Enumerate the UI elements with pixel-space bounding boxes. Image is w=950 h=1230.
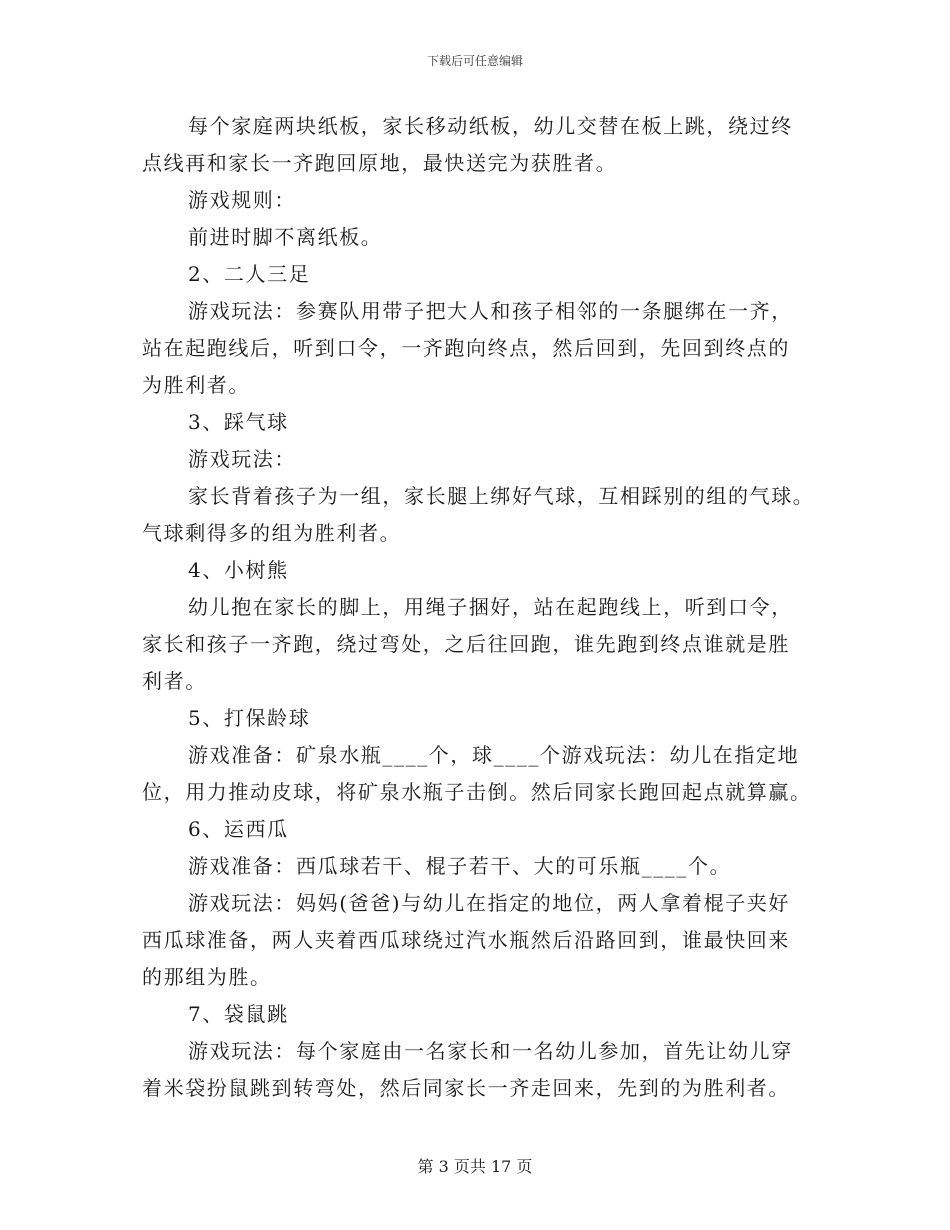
text-line: 为胜利者。 (142, 373, 250, 397)
paragraph (142, 811, 822, 848)
text-line: 游戏准备：矿泉水瓶____个，球____个游戏玩法：幼儿在指定地 (188, 743, 800, 767)
paragraph (142, 552, 822, 589)
text-line: 气球剩得多的组为胜利者。 (142, 521, 402, 545)
text-line: 游戏玩法：每个家庭由一名家长和一名幼儿参加，首先让幼儿穿 (188, 1039, 793, 1063)
text-line: 游戏玩法：妈妈(爸爸)与幼儿在指定的地位，两人拿着棍子夹好 (188, 891, 791, 915)
text-line: 利者。 (142, 669, 207, 693)
text-line: 前进时脚不离纸板。 (188, 225, 383, 249)
text-line: 3、踩气球 (188, 410, 289, 434)
paragraph (142, 293, 822, 404)
document-body (142, 108, 822, 1107)
text-line: 6、运西瓜 (188, 817, 289, 841)
text-line: 7、袋鼠跳 (188, 1002, 289, 1026)
text-line: 的那组为胜。 (142, 965, 272, 989)
paragraph (142, 219, 822, 256)
paragraph (142, 700, 822, 737)
paragraph (142, 256, 822, 293)
text-line: 家长和孩子一齐跑，绕过弯处，之后往回跑，谁先跑到终点谁就是胜 (142, 632, 790, 656)
paragraph (142, 478, 822, 552)
page-footer: 第 3 页共 17 页 (417, 1157, 533, 1176)
paragraph (142, 589, 822, 700)
text-line: 游戏玩法：参赛队用带子把大人和孩子相邻的一条腿绑在一齐， (188, 299, 793, 323)
paragraph (142, 441, 822, 478)
text-line: 家长背着孩子为一组，家长腿上绑好气球，互相踩别的组的气球。 (188, 484, 815, 508)
text-line: 游戏准备：西瓜球若干、棍子若干、大的可乐瓶____个。 (188, 854, 732, 878)
text-line: 2、二人三足 (188, 262, 311, 286)
paragraph (142, 182, 822, 219)
text-line: 着米袋扮鼠跳到转弯处，然后同家长一齐走回来，先到的为胜利者。 (142, 1076, 790, 1100)
paragraph (142, 996, 822, 1033)
page-header: 下载后可任意编辑 (426, 54, 523, 68)
text-line: 5、打保龄球 (188, 706, 311, 730)
paragraph (142, 737, 822, 811)
text-line: 4、小树熊 (188, 558, 289, 582)
text-line: 幼儿抱在家长的脚上，用绳子捆好，站在起跑线上，听到口令， (188, 595, 793, 619)
text-line: 西瓜球准备，两人夹着西瓜球绕过汽水瓶然后沿路回到，谁最快回来 (142, 928, 790, 952)
text-line: 每个家庭两块纸板，家长移动纸板，幼儿交替在板上跳，绕过终 (188, 114, 793, 138)
text-line: 游戏规则： (188, 188, 296, 212)
text-line: 点线再和家长一齐跑回原地，最快送完为获胜者。 (142, 151, 618, 175)
paragraph (142, 404, 822, 441)
text-line: 站在起跑线后，听到口令，一齐跑向终点，然后回到，先回到终点的 (142, 336, 790, 360)
paragraph (142, 108, 822, 182)
paragraph (142, 885, 822, 996)
paragraph (142, 1033, 822, 1107)
text-line: 游戏玩法： (188, 447, 296, 471)
text-line: 位，用力推动皮球，将矿泉水瓶子击倒。然后同家长跑回起点就算赢。 (142, 780, 812, 804)
paragraph (142, 848, 822, 885)
